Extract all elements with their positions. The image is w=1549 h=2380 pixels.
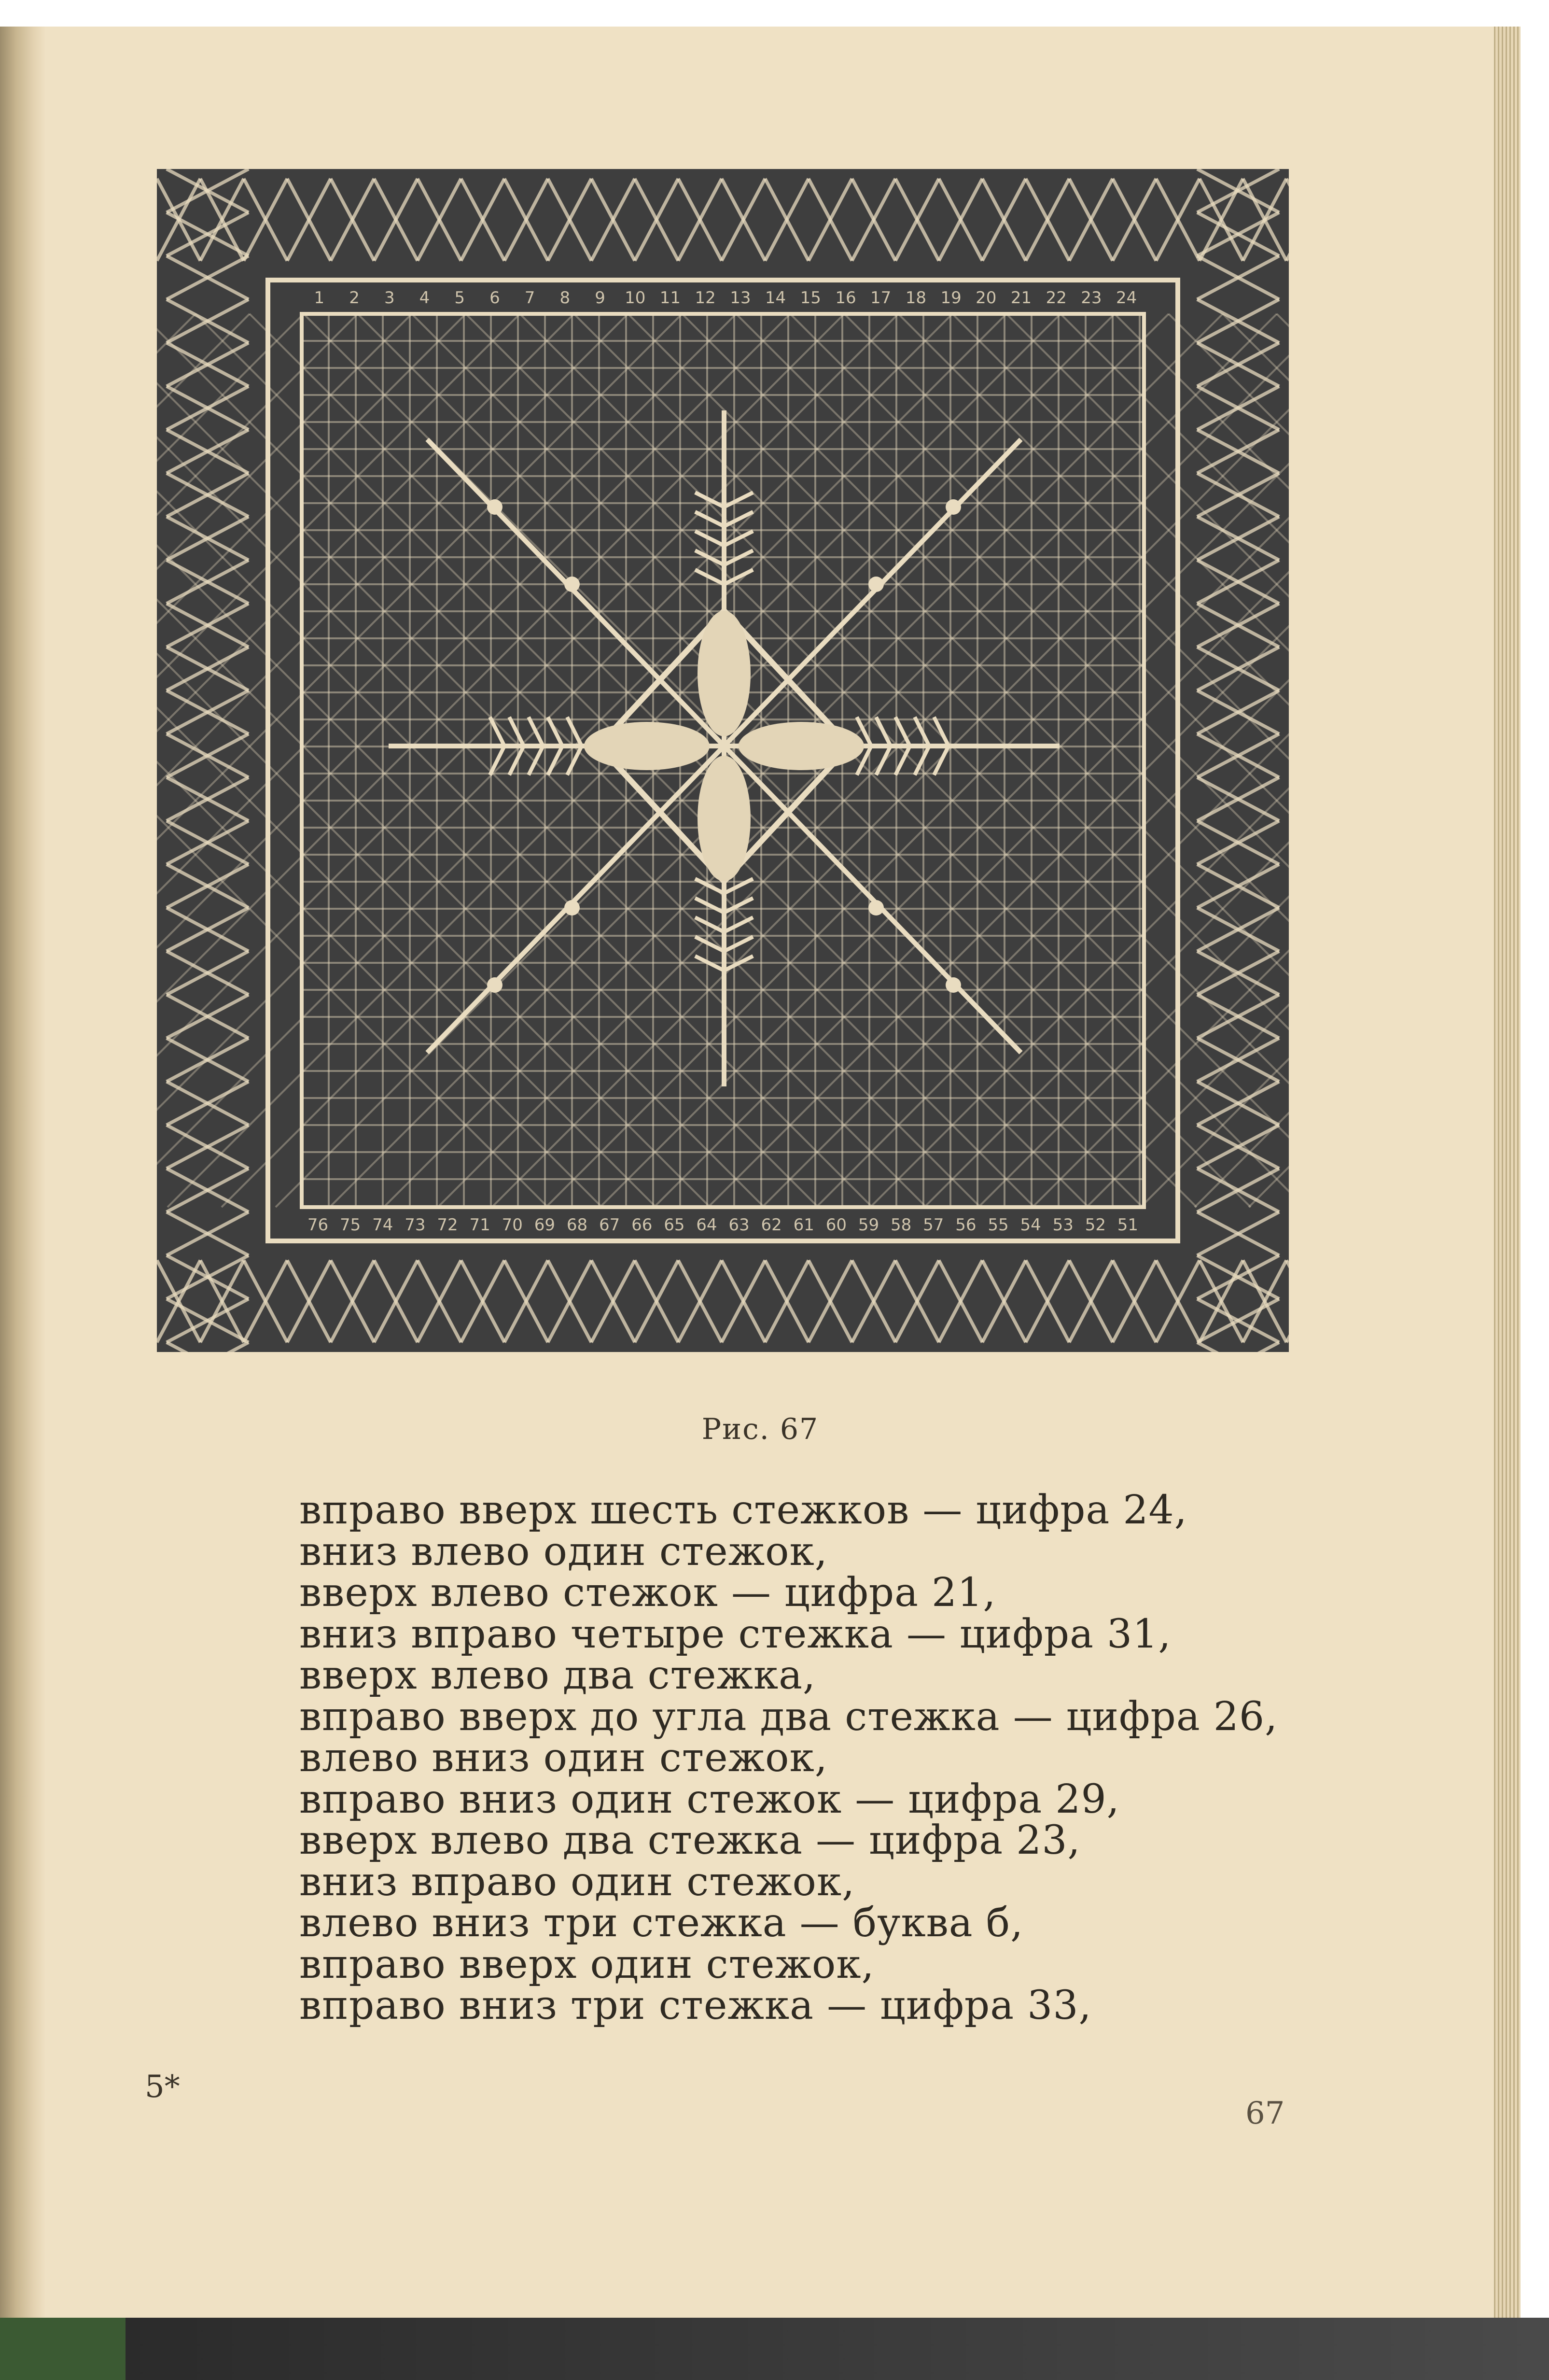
border-number-bottom: 76 [307, 1215, 329, 1235]
border-number-bottom: 68 [566, 1215, 588, 1235]
border-number-bottom: 74 [372, 1215, 393, 1235]
branch-sprig [695, 570, 724, 584]
star-petal [584, 722, 710, 770]
border-number-top: 7 [524, 288, 535, 308]
branch-sprig [490, 746, 504, 775]
branch-sprig [876, 746, 891, 775]
border-number-bottom: 62 [761, 1215, 782, 1235]
figure-caption: Рис. 67 [701, 1412, 819, 1446]
border-number-bottom: 53 [1052, 1215, 1074, 1235]
border-number-bottom: 51 [1117, 1215, 1139, 1235]
stitch-knot [487, 499, 502, 515]
border-number-bottom: 64 [696, 1215, 717, 1235]
border-number-top: 3 [384, 288, 395, 308]
text-line: вниз вправо один стежок, [299, 1859, 855, 1905]
border-number-bottom: 71 [469, 1215, 490, 1235]
text-line: вниз вправо четыре стежка — цифра 31, [299, 1611, 1172, 1657]
page-edges [1494, 27, 1521, 2335]
text-line: вправо вниз один стежок — цифра 29, [299, 1776, 1120, 1822]
border-number-bottom: 67 [599, 1215, 620, 1235]
branch-sprig [724, 917, 753, 932]
text-line: вверх влево два стежка, [299, 1652, 816, 1698]
stitch-knot [487, 977, 502, 993]
star-petal [739, 722, 864, 770]
border-number-bottom: 63 [728, 1215, 750, 1235]
signature-mark: 5* [145, 2069, 180, 2105]
border-number-top: 14 [765, 288, 786, 308]
text-line: вправо вверх до угла два стежка — цифра 26, [299, 1693, 1278, 1740]
star-petal [698, 756, 751, 881]
branch-sprig [695, 937, 724, 951]
border-number-bottom: 58 [891, 1215, 912, 1235]
border-number-top: 23 [1081, 288, 1102, 308]
border-number-bottom: 52 [1085, 1215, 1106, 1235]
stitch-knot [564, 577, 580, 592]
border-number-top: 12 [695, 288, 716, 308]
text-line: вправо вниз три стежка — цифра 33, [299, 1983, 1092, 2028]
border-number-bottom: 75 [340, 1215, 361, 1235]
border-number-bottom: 57 [923, 1215, 944, 1235]
border-number-top: 9 [595, 288, 605, 308]
border-number-top: 17 [870, 288, 892, 308]
border-number-top: 18 [905, 288, 927, 308]
border-number-bottom: 54 [1020, 1215, 1041, 1235]
page-number: 67 [1245, 2096, 1285, 2131]
border-number-top: 15 [800, 288, 821, 308]
border-number-bottom: 65 [664, 1215, 685, 1235]
border-number-bottom: 70 [502, 1215, 523, 1235]
border-number-top: 2 [349, 288, 360, 308]
branch-sprig [529, 717, 543, 746]
border-number-top: 5 [454, 288, 465, 308]
border-number-top: 22 [1046, 288, 1067, 308]
branch-sprig [724, 512, 753, 526]
border-number-top: 1 [314, 288, 325, 308]
stitch-knot [868, 900, 884, 915]
branch-sprig [876, 717, 891, 746]
branch-sprig [695, 898, 724, 913]
branch-sprig [509, 717, 524, 746]
border-number-top: 11 [659, 288, 681, 308]
text-line: вправо вверх один стежок, [299, 1941, 875, 1987]
text-line: влево вниз один стежок, [299, 1735, 828, 1781]
text-line: вниз влево один стежок, [299, 1528, 828, 1575]
embroidery-scheme-figure [157, 169, 1289, 1352]
stitch-knot [946, 977, 961, 993]
border-number-bottom: 59 [858, 1215, 879, 1235]
stitch-knot [564, 900, 580, 915]
branch-sprig [724, 493, 753, 507]
border-number-top: 4 [419, 288, 430, 308]
binding-gutter [0, 27, 46, 2335]
stitch-knot [868, 577, 884, 592]
border-number-bottom: 72 [437, 1215, 458, 1235]
branch-sprig [934, 746, 949, 775]
branch-sprig [490, 717, 504, 746]
border-number-top: 16 [835, 288, 856, 308]
text-line: вправо вверх шесть стежков — цифра 24, [299, 1487, 1187, 1533]
border-number-top: 20 [976, 288, 997, 308]
border-number-bottom: 55 [988, 1215, 1009, 1235]
book-page [0, 27, 1521, 2335]
border-number-top: 24 [1116, 288, 1137, 308]
text-line: вверх влево стежок — цифра 21, [299, 1570, 996, 1616]
star-petal [698, 611, 751, 736]
border-number-bottom: 60 [825, 1215, 847, 1235]
branch-sprig [529, 746, 543, 775]
border-number-top: 6 [489, 288, 500, 308]
instruction-text [299, 1487, 1361, 2028]
border-number-top: 13 [730, 288, 751, 308]
text-line: влево вниз три стежка — буква б, [299, 1900, 1024, 1946]
border-number-top: 8 [559, 288, 571, 308]
border-number-top: 19 [940, 288, 962, 308]
embroidery-scheme-drawing [157, 169, 1289, 1352]
border-number-bottom: 61 [793, 1215, 814, 1235]
border-number-top: 10 [625, 288, 646, 308]
border-number-top: 21 [1010, 288, 1032, 308]
border-number-bottom: 73 [405, 1215, 426, 1235]
border-number-bottom: 69 [534, 1215, 555, 1235]
branch-sprig [695, 531, 724, 546]
border-number-bottom: 66 [631, 1215, 653, 1235]
border-number-bottom: 56 [955, 1215, 977, 1235]
stitch-knot [946, 499, 961, 515]
scan-background-strip [0, 2318, 1549, 2380]
text-line: вверх влево два стежка — цифра 23, [299, 1817, 1081, 1863]
